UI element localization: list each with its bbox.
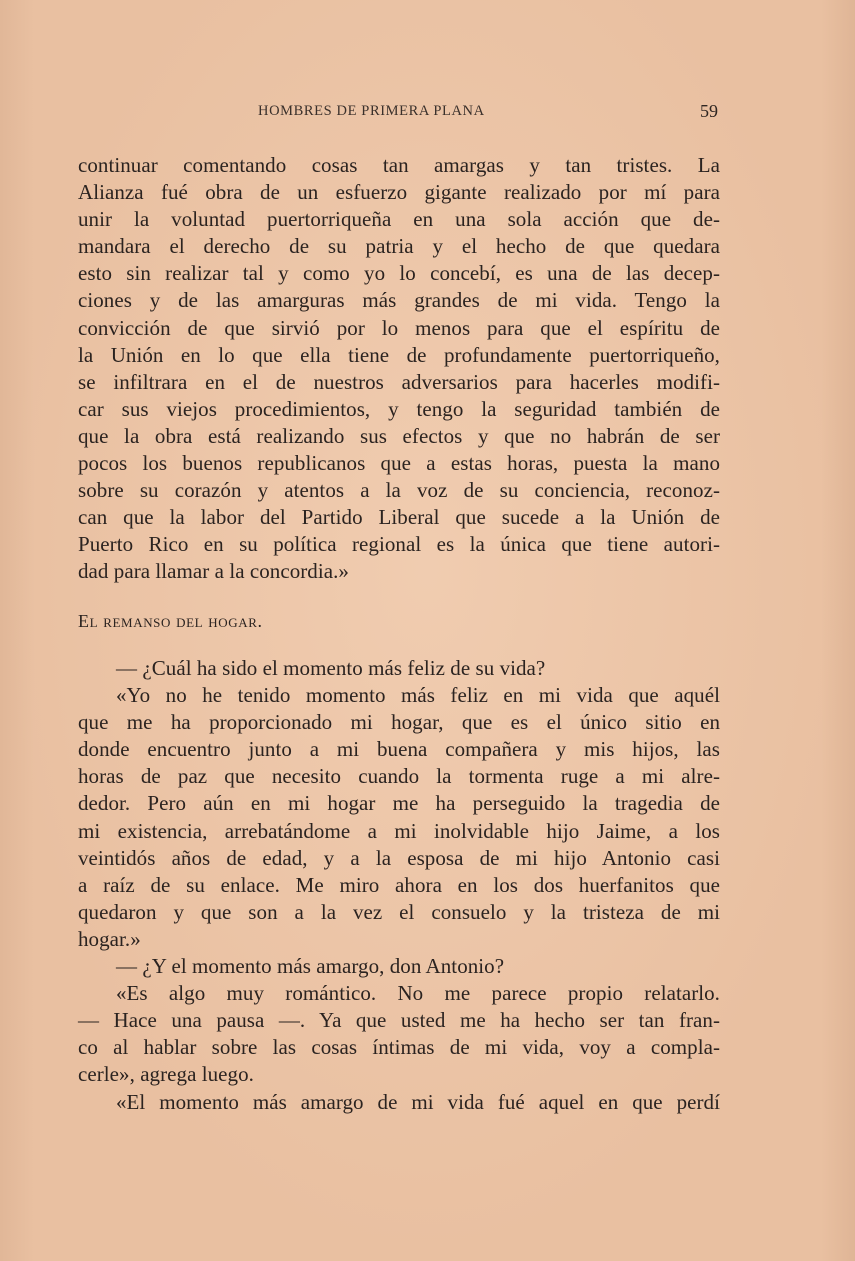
text-line: sobre su corazón y atentos a la voz de su conciencia, reconoz- — [78, 478, 720, 503]
text-line: co al hablar sobre las cosas íntimas de mi vida, voy a compla- — [78, 1035, 720, 1060]
text-line: a raíz de su enlace. Me miro ahora en los dos huerfanitos que — [78, 872, 720, 897]
text-line: horas de paz que necesito cuando la tormenta ruge a mi alre- — [78, 764, 720, 789]
text-line: hogar.» — [78, 926, 141, 951]
text-line: ciones y de las amarguras más grandes de mi vida. Tengo la — [78, 288, 720, 313]
text-line: car sus viejos procedimientos, y tengo la seguridad también de — [78, 396, 720, 421]
paragraph-continuation — [78, 152, 720, 586]
section-heading: El remanso del hogar. — [78, 611, 263, 631]
text-line: «El momento más amargo de mi vida fué aquel en que perdí — [116, 1089, 720, 1114]
text-line: unir la voluntad puertorriqueña en una sola acción que de- — [78, 207, 720, 232]
running-head — [78, 103, 718, 125]
text-line: mandara el derecho de su patria y el hecho de que quedara — [78, 234, 720, 259]
text-line: que me ha proporcionado mi hogar, que es el único sitio en — [78, 710, 720, 735]
text-line: dedor. Pero aún en mi hogar me ha perseguido la tragedia de — [78, 791, 720, 816]
text-line: Alianza fué obra de un esfuerzo gigante realizado por mí para — [78, 180, 720, 205]
text-line: — Hace una pausa —. Ya que usted me ha hecho ser tan fran- — [78, 1008, 720, 1033]
text-line: esto sin realizar tal y como yo lo concebí, es una de las decep- — [78, 261, 720, 286]
text-line: dad para llamar a la concordia.» — [78, 559, 349, 584]
text-line: Puerto Rico en su política regional es la única que tiene autori- — [78, 532, 720, 557]
question-line: — ¿Cuál ha sido el momento más feliz de su vida? — [116, 656, 546, 680]
text-line: se infiltrara en el de nuestros adversarios para hacerles modifi- — [78, 369, 720, 394]
text-line: donde encuentro junto a mi buena compañera y mis hijos, las — [78, 737, 720, 762]
text-line: mi existencia, arrebatándome a mi inolvidable hijo Jaime, a los — [78, 818, 720, 843]
text-line: cerle», agrega luego. — [78, 1062, 254, 1087]
question-line: — ¿Y el momento más amargo, don Antonio? — [116, 954, 505, 979]
interview-section — [78, 655, 720, 1116]
page-number: 59 — [700, 101, 718, 121]
text-line: que la obra está realizando sus efectos y que no habrán de ser — [78, 423, 720, 448]
text-line: can que la labor del Partido Liberal que sucede a la Unión de — [78, 505, 720, 530]
text-line: continuar comentando cosas tan amargas y tan tristes. La — [78, 153, 720, 177]
text-line: «Yo no he tenido momento más feliz en mi vida que aquél — [116, 683, 720, 708]
text-line: quedaron y que son a la vez el consuelo y la tristeza de mi — [78, 899, 720, 924]
text-line: convicción de que sirvió por lo menos para que el espíritu de — [78, 315, 720, 340]
text-line: la Unión en lo que ella tiene de profundamente puertorriqueño, — [78, 342, 720, 367]
text-line: «Es algo muy romántico. No me parece propio relatarlo. — [116, 981, 720, 1006]
text-line: pocos los buenos republicanos que a estas horas, puesta la mano — [78, 451, 720, 476]
text-line: veintidós años de edad, y a la esposa de mi hijo Antonio casi — [78, 845, 720, 870]
running-title: HOMBRES DE PRIMERA PLANA — [258, 103, 485, 119]
